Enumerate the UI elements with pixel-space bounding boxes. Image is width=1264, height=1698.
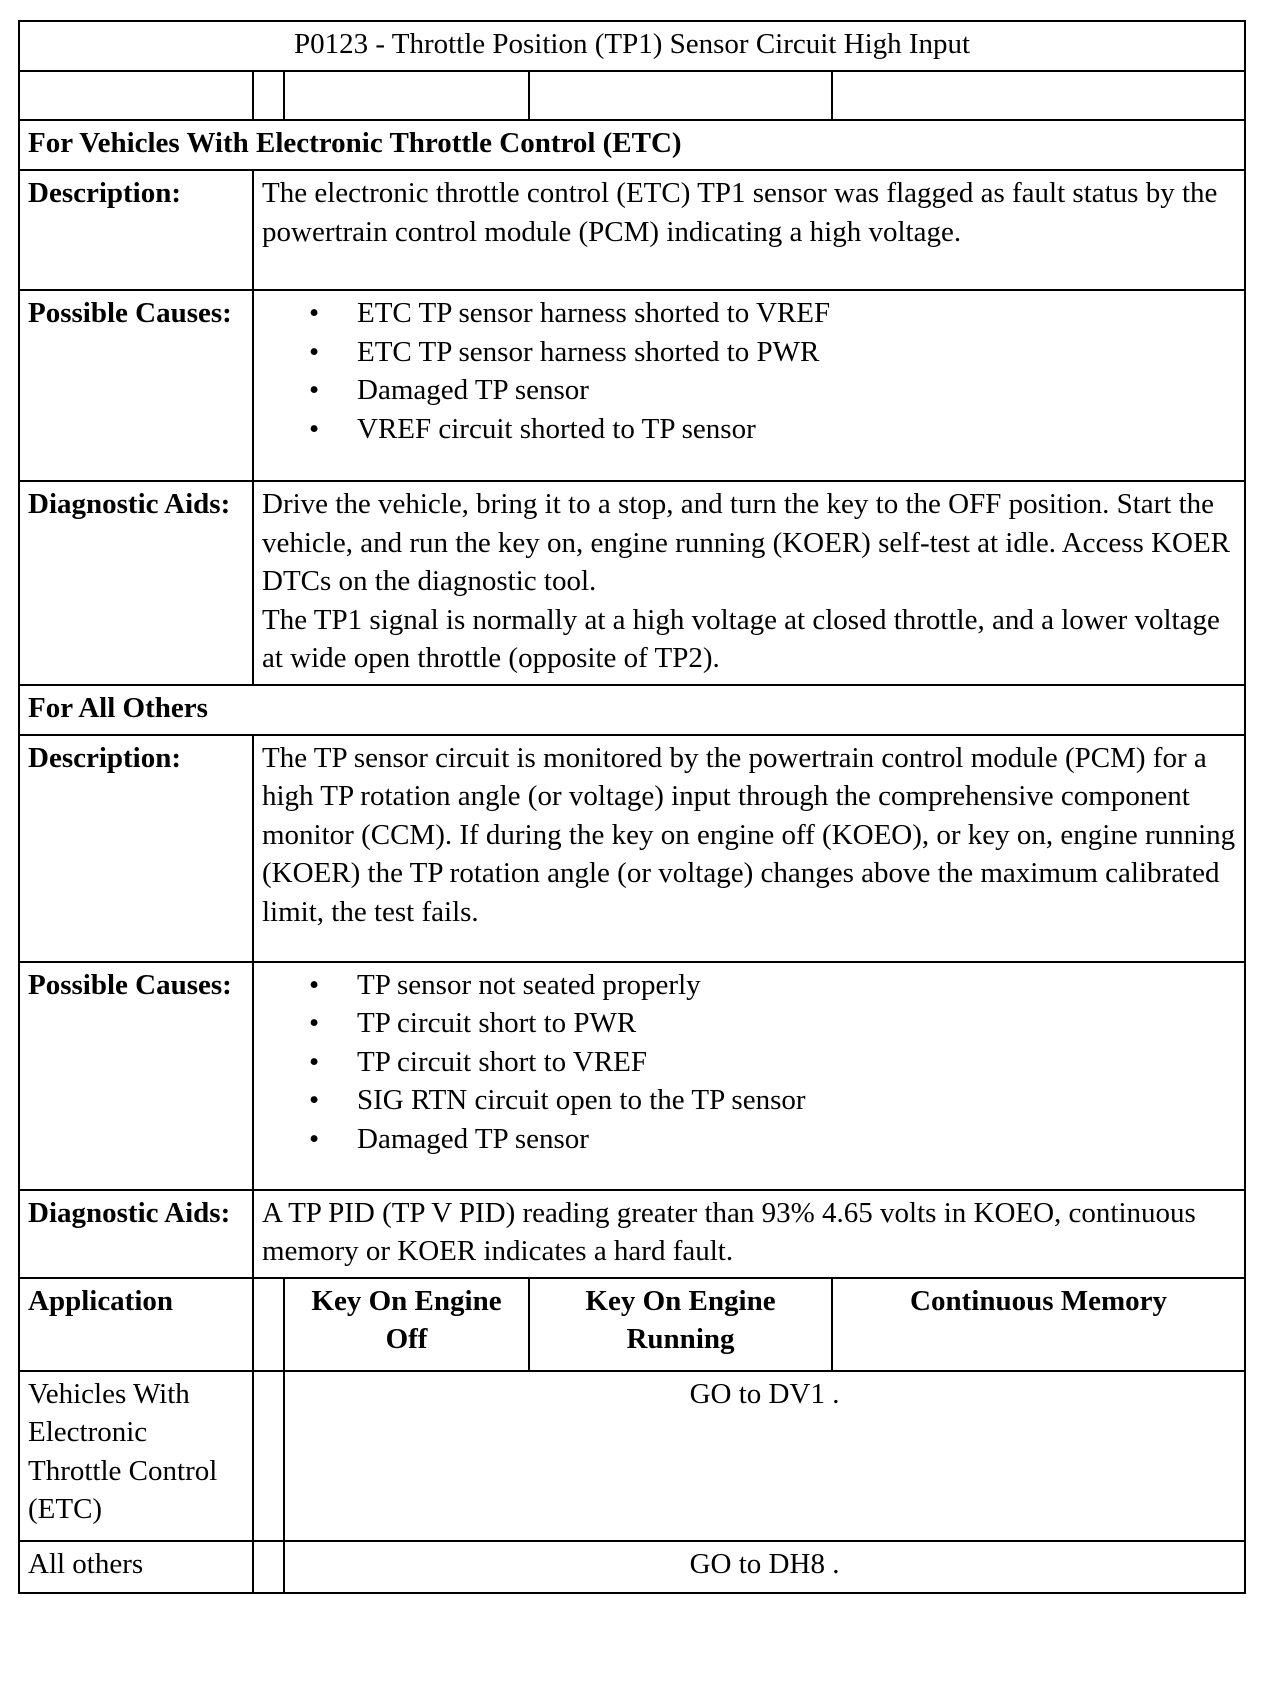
list-item (309, 410, 1236, 449)
cause-text: TP circuit short to VREF (357, 1045, 647, 1078)
application-cell: Vehicles With Electronic Throttle Control (ETC) (19, 1371, 253, 1541)
etc-causes-row (19, 290, 1245, 481)
table-row (19, 1371, 1245, 1541)
empty-cell (832, 71, 1245, 120)
etc-causes-cell (253, 290, 1245, 481)
others-causes-row (19, 962, 1245, 1190)
empty-spacer-row (19, 71, 1245, 120)
others-causes-list (262, 966, 1236, 1159)
list-item (309, 1120, 1236, 1159)
others-description-text: The TP sensor circuit is monitored by the powertrain control module (PCM) for a high TP rotation angle (or voltage) input through the comprehensive component monitor (CCM). If during the key on engine off (KOEO), or key on, engine running (KOER) the TP rotation angle (or voltage) changes above the maximum calibrated limit, the test fails. (253, 735, 1245, 962)
cause-text: VREF circuit shorted to TP sensor (357, 412, 756, 445)
bullet-icon: • (309, 297, 320, 329)
etc-aids-cell (253, 481, 1245, 685)
application-header: Application (19, 1278, 253, 1371)
others-description-label: Description: (19, 735, 253, 962)
cause-text: TP sensor not seated properly (357, 968, 701, 1001)
list-item (309, 1043, 1236, 1082)
etc-causes-list (262, 294, 1236, 448)
etc-causes-label: Possible Causes: (19, 290, 253, 481)
application-header-row (19, 1278, 1245, 1371)
others-causes-cell (253, 962, 1245, 1190)
list-item (309, 294, 1236, 333)
list-item (309, 333, 1236, 372)
list-item (309, 1004, 1236, 1043)
others-aids-row (19, 1190, 1245, 1278)
bullet-icon: • (309, 335, 320, 368)
others-causes-label: Possible Causes: (19, 962, 253, 1190)
bullet-icon: • (309, 1122, 320, 1155)
others-section-heading-row (19, 685, 1245, 735)
cause-text: SIG RTN circuit open to the TP sensor (357, 1084, 806, 1116)
title-row (19, 21, 1245, 71)
cause-text: Damaged TP sensor (357, 1122, 589, 1155)
list-item (309, 966, 1236, 1005)
etc-aids-row (19, 481, 1245, 685)
action-cell: GO to DH8 . (284, 1541, 1245, 1593)
others-aids-label: Diagnostic Aids: (19, 1190, 253, 1278)
table-row (19, 1541, 1245, 1593)
others-description-row (19, 735, 1245, 962)
etc-aids-paragraph: Drive the vehicle, bring it to a stop, and turn the key to the OFF position. Start the vehicle, and run the key on, engine running (KOER) self-test at idle. Access KOER DTCs on the diagnostic tool. (262, 488, 1231, 597)
cause-text: TP circuit short to PWR (357, 1007, 637, 1039)
application-cell: All others (19, 1541, 253, 1593)
list-item (309, 371, 1236, 410)
etc-description-row (19, 170, 1245, 290)
bullet-icon: • (309, 968, 320, 1001)
others-aids-text: A TP PID (TP V PID) reading greater than 93% 4.65 volts in KOEO, continuous memory or KOER indicates a hard fault. (253, 1190, 1245, 1278)
cause-text: ETC TP sensor harness shorted to PWR (357, 335, 820, 368)
bullet-icon: • (309, 1045, 320, 1078)
koeo-header: Key On Engine Off (284, 1278, 529, 1371)
koer-header: Key On Engine Running (529, 1278, 832, 1371)
bullet-icon: • (309, 1007, 320, 1039)
empty-cell (253, 1278, 284, 1371)
etc-description-text: The electronic throttle control (ETC) TP1 sensor was flagged as fault status by the powertrain control module (PCM) indicating a high voltage. (253, 170, 1245, 290)
empty-cell (253, 71, 284, 120)
empty-cell (529, 71, 832, 120)
etc-aids-label: Diagnostic Aids: (19, 481, 253, 685)
empty-cell (284, 71, 529, 120)
dtc-title: P0123 - Throttle Position (TP1) Sensor Circuit High Input (19, 21, 1245, 71)
etc-description-label: Description: (19, 170, 253, 290)
action-cell: GO to DV1 . (284, 1371, 1245, 1541)
empty-cell (253, 1371, 284, 1541)
etc-section-heading-row (19, 120, 1245, 170)
others-section-heading: For All Others (19, 685, 1245, 735)
bullet-icon: • (309, 412, 320, 445)
empty-cell (253, 1541, 284, 1593)
cause-text: ETC TP sensor harness shorted to VREF (357, 297, 831, 329)
list-item (309, 1081, 1236, 1120)
bullet-icon: • (309, 1084, 320, 1116)
bullet-icon: • (309, 374, 320, 406)
cause-text: Damaged TP sensor (357, 374, 589, 406)
continuous-memory-header: Continuous Memory (832, 1278, 1245, 1371)
empty-cell (19, 71, 253, 120)
etc-aids-paragraph: The TP1 signal is normally at a high voltage at closed throttle, and a lower voltage at wide open throttle (opposite of TP2). (262, 603, 1220, 674)
etc-section-heading: For Vehicles With Electronic Throttle Control (ETC) (19, 120, 1245, 170)
dtc-table (18, 20, 1246, 1594)
